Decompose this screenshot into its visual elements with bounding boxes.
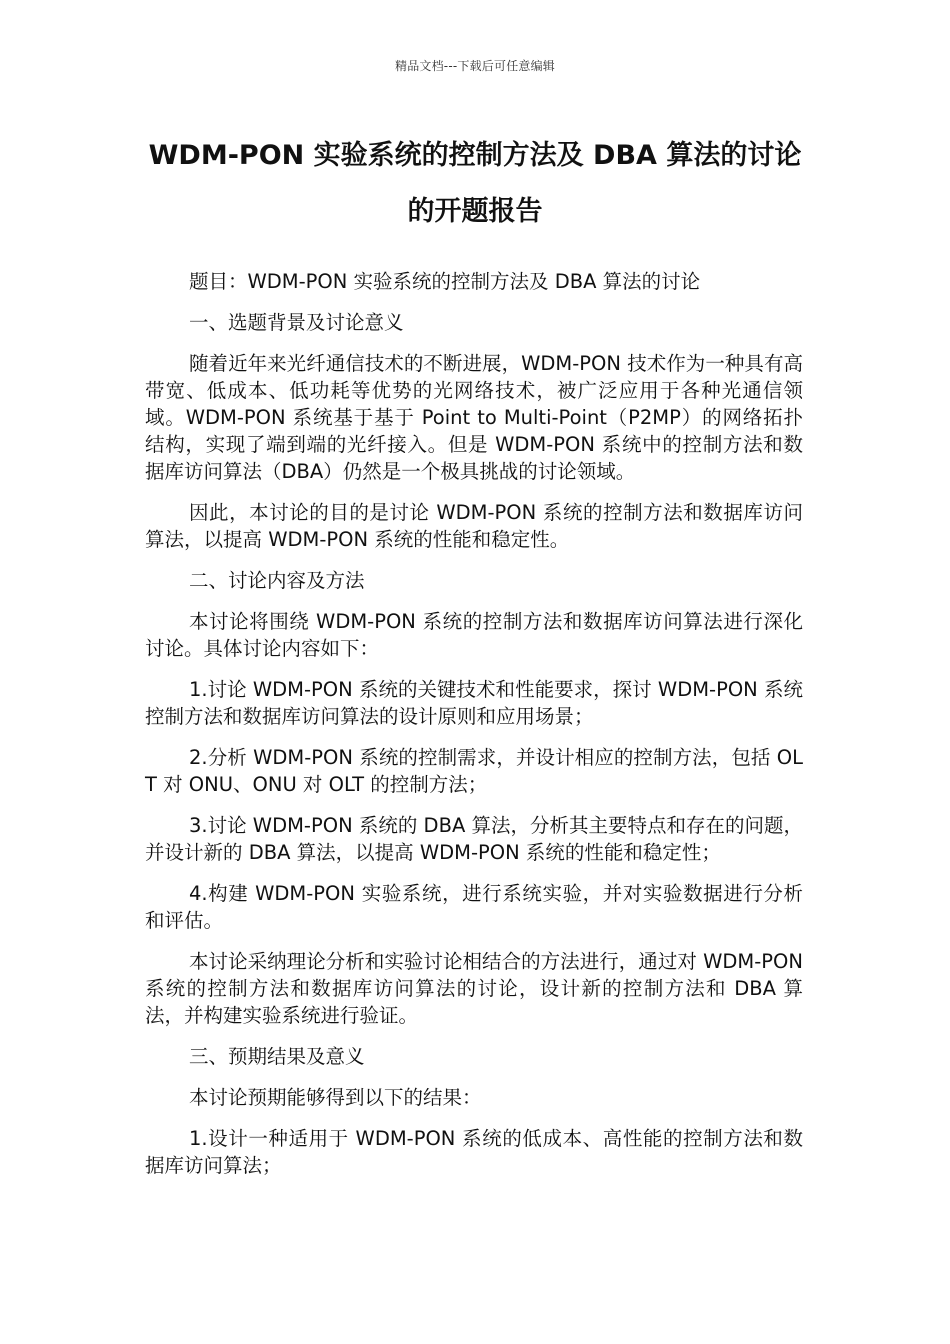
document-body — [145, 268, 803, 1193]
section-2-item-4: 4.构建 WDM-PON 实验系统，进行系统实验，并对实验数据进行分析和评估。 — [145, 882, 803, 932]
section-2-item-2: 2.分析 WDM-PON 系统的控制需求，并设计相应的控制方法，包括 OLT 对 ONU、ONU 对 OLT 的控制方法； — [145, 746, 803, 796]
section-2-item-1: 1.讨论 WDM-PON 系统的关键技术和性能要求，探讨 WDM-PON 系统控制方法和数据库访问算法的设计原则和应用场景； — [145, 678, 803, 728]
section-2-item-3: 3.讨论 WDM-PON 系统的 DBA 算法，分析其主要特点和存在的问题，并设计新的 DBA 算法，以提高 WDM-PON 系统的性能和稳定性； — [145, 814, 803, 864]
page-header: 精品文档---下载后可任意编辑 — [395, 59, 555, 73]
section-3-heading: 三、预期结果及意义 — [189, 1045, 365, 1068]
section-1-heading: 一、选题背景及讨论意义 — [189, 311, 404, 334]
document-title — [120, 128, 830, 240]
document-title-line-2: 的开题报告 — [407, 196, 543, 227]
section-3-intro: 本讨论预期能够得到以下的结果： — [189, 1086, 482, 1109]
document-title-line-1: WDM-PON 实验系统的控制方法及 DBA 算法的讨论 — [148, 140, 802, 171]
section-2-intro: 本讨论将围绕 WDM-PON 系统的控制方法和数据库访问算法进行深化讨论。具体讨论内容如下： — [145, 610, 803, 660]
section-1-paragraph-1: 随着近年来光纤通信技术的不断进展，WDM-PON 技术作为一种具有高带宽、低成本、低功耗等优势的光网络技术，被广泛应用于各种光通信领域。WDM-PON 系统基于基于 Point to Multi-Point（P2MP）的网络拓扑结构，实现了端到端的光纤接入。但是 WDM-PON 系统中的控制方法和数据库访问算法（DBA）仍然是一个极具挑战的讨论领域。 — [145, 352, 803, 483]
section-2-heading: 二、讨论内容及方法 — [189, 569, 365, 592]
section-1-paragraph-2: 因此，本讨论的目的是讨论 WDM-PON 系统的控制方法和数据库访问算法，以提高 WDM-PON 系统的性能和稳定性。 — [145, 501, 803, 551]
subject-line: 题目：WDM-PON 实验系统的控制方法及 DBA 算法的讨论 — [189, 270, 701, 293]
section-2-method: 本讨论采纳理论分析和实验讨论相结合的方法进行，通过对 WDM-PON 系统的控制方法和数据库访问算法的讨论，设计新的控制方法和 DBA 算法，并构建实验系统进行验证。 — [145, 950, 803, 1027]
section-3-item-1: 1.设计一种适用于 WDM-PON 系统的低成本、高性能的控制方法和数据库访问算法； — [145, 1127, 803, 1177]
